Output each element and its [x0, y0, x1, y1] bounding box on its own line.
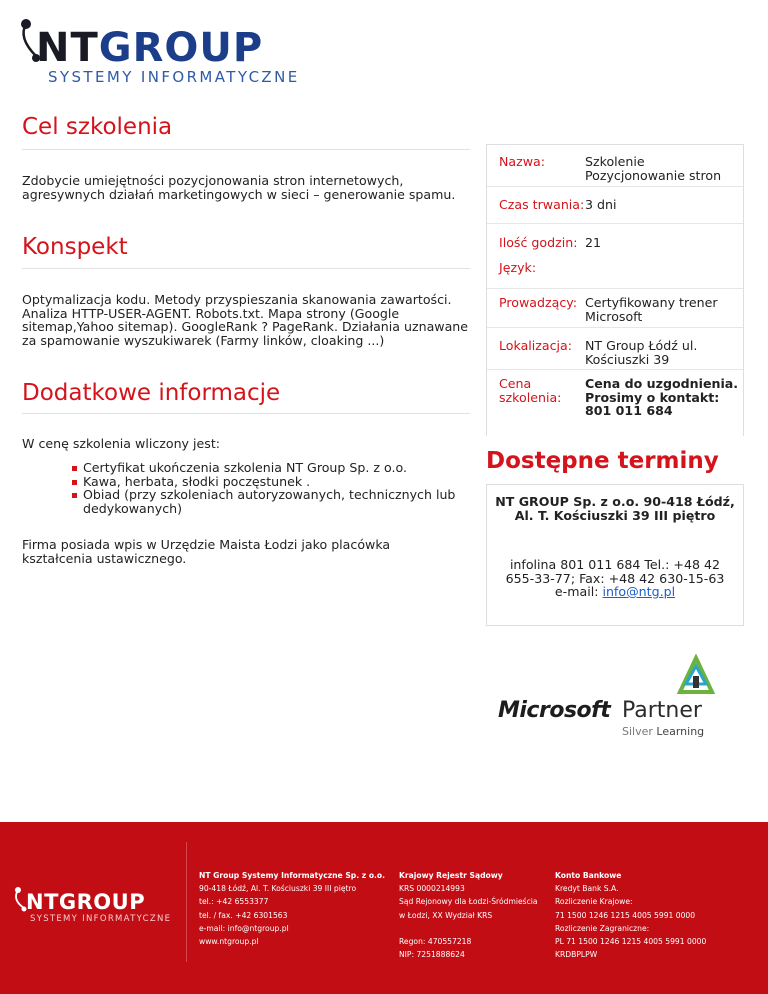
- terms-title: Dostępne terminy: [486, 448, 719, 474]
- list-item: Obiad (przy szkoleniach autoryzowanych, technicznych lub dedykowanych): [72, 488, 472, 515]
- info-row-hours: Ilość godzin: 21: [499, 235, 602, 250]
- footer-company-col: NT Group Systemy Informatyczne Sp. z o.o. 90-418 Łódź, Al. T. Kościuszki 39 III piętro tel.: +42 6553377 tel. / fax. +42 6301563 e-mail: info@ntgroup.pl www.ntgroup.pl: [199, 871, 386, 947]
- terms-box: [486, 484, 744, 626]
- dodatkowe-note: Firma posiada wpis w Urzędzie Maista Łodzi jako placówka kształcenia ustawicznego.: [22, 537, 391, 566]
- list-item: Kawa, herbata, słodki poczęstunek .: [72, 475, 472, 489]
- info-row-language: Język:: [487, 260, 743, 289]
- email-link[interactable]: info@ntg.pl: [602, 584, 676, 599]
- info-row-price: Cena szkolenia: Cena do uzgodnienia. Prosimy o kontakt: 801 011 684: [499, 376, 739, 418]
- info-row-location: Lokalizacja: NT Group Łódź ul. Kościuszki 39: [487, 328, 743, 370]
- contact-phones: infolina 801 011 684 Tel.: +48 42 655-33-77; Fax: +48 42 630-15-63: [505, 557, 725, 586]
- dodatkowe-intro: W cenę szkolenia wliczony jest:: [22, 436, 220, 451]
- partner-emblem-icon: [676, 654, 716, 696]
- microsoft-partner-logo: [498, 652, 728, 752]
- footer-bank-col: Konto Bankowe Kredyt Bank S.A. Rozliczenie Krajowe: 71 1500 1246 1215 4005 5991 0000 Rozliczenie Zagraniczne: PL 71 1500 1246 1215 4005 5991 0000 KRDBPLPW: [555, 871, 707, 960]
- cel-text: Zdobycie umiejętności pozycjonowania stron internetowych, agresywnych działań marketingowych w sieci – generowanie spamu.: [22, 173, 456, 202]
- dodatkowe-title: Dodatkowe informacje: [22, 380, 281, 406]
- footer-divider: [186, 842, 187, 962]
- konspekt-text: Optymalizacja kodu. Metody przyspieszania skanowania zawartości. Analiza HTTP-USER-AGENT. Robots.txt. Mapa strony (Google sitemap,Yahoo sitemap). GoogleRank ? PageRank. Działania uznawane za spamowanie wyszukiwarek (Farmy linków, cloaking ...): [22, 292, 469, 348]
- ntgroup-logo: [16, 14, 316, 94]
- divider: [22, 149, 470, 150]
- footer-krs-col: Krajowy Rejestr Sądowy KRS 0000214993 Sąd Rejonowy dla Łodzi-Śródmieścia w Łodzi, XX Wydział KRS Regon: 470557218 NIP: 7251888624: [399, 871, 538, 960]
- company-address: NT GROUP Sp. z o.o. 90-418 Łódź, Al. T. Kościuszki 39 III piętro: [495, 494, 735, 523]
- footer-logo: NTGROUP SYSTEMY INFORMATYCZNE: [12, 884, 182, 934]
- footer: [0, 822, 768, 994]
- partner-wordmark: Partner: [622, 698, 702, 723]
- info-row-duration: Czas trwania: 3 dni: [487, 187, 743, 224]
- contact-info: [495, 558, 735, 599]
- included-list: [72, 461, 472, 515]
- cel-title: Cel szkolenia: [22, 114, 173, 140]
- divider: [22, 268, 470, 269]
- logo-tagline: SYSTEMY INFORMATYCZNE: [48, 68, 300, 86]
- info-row-trainer: Prowadzący: Certyfikowany trener Microsoft: [487, 289, 743, 328]
- microsoft-wordmark: Microsoft: [498, 698, 611, 723]
- logo-wordmark: NTGROUP: [36, 25, 264, 71]
- divider: [22, 413, 470, 414]
- list-item: Certyfikat ukończenia szkolenia NT Group Sp. z o.o.: [72, 461, 472, 475]
- contact-email-line: e-mail: info@ntg.pl: [554, 584, 676, 599]
- partner-level: Silver Learning: [622, 725, 705, 738]
- training-info-box: [486, 144, 744, 436]
- info-row-name: Nazwa: Szkolenie Pozycjonowanie stron: [487, 145, 743, 187]
- konspekt-title: Konspekt: [22, 234, 128, 260]
